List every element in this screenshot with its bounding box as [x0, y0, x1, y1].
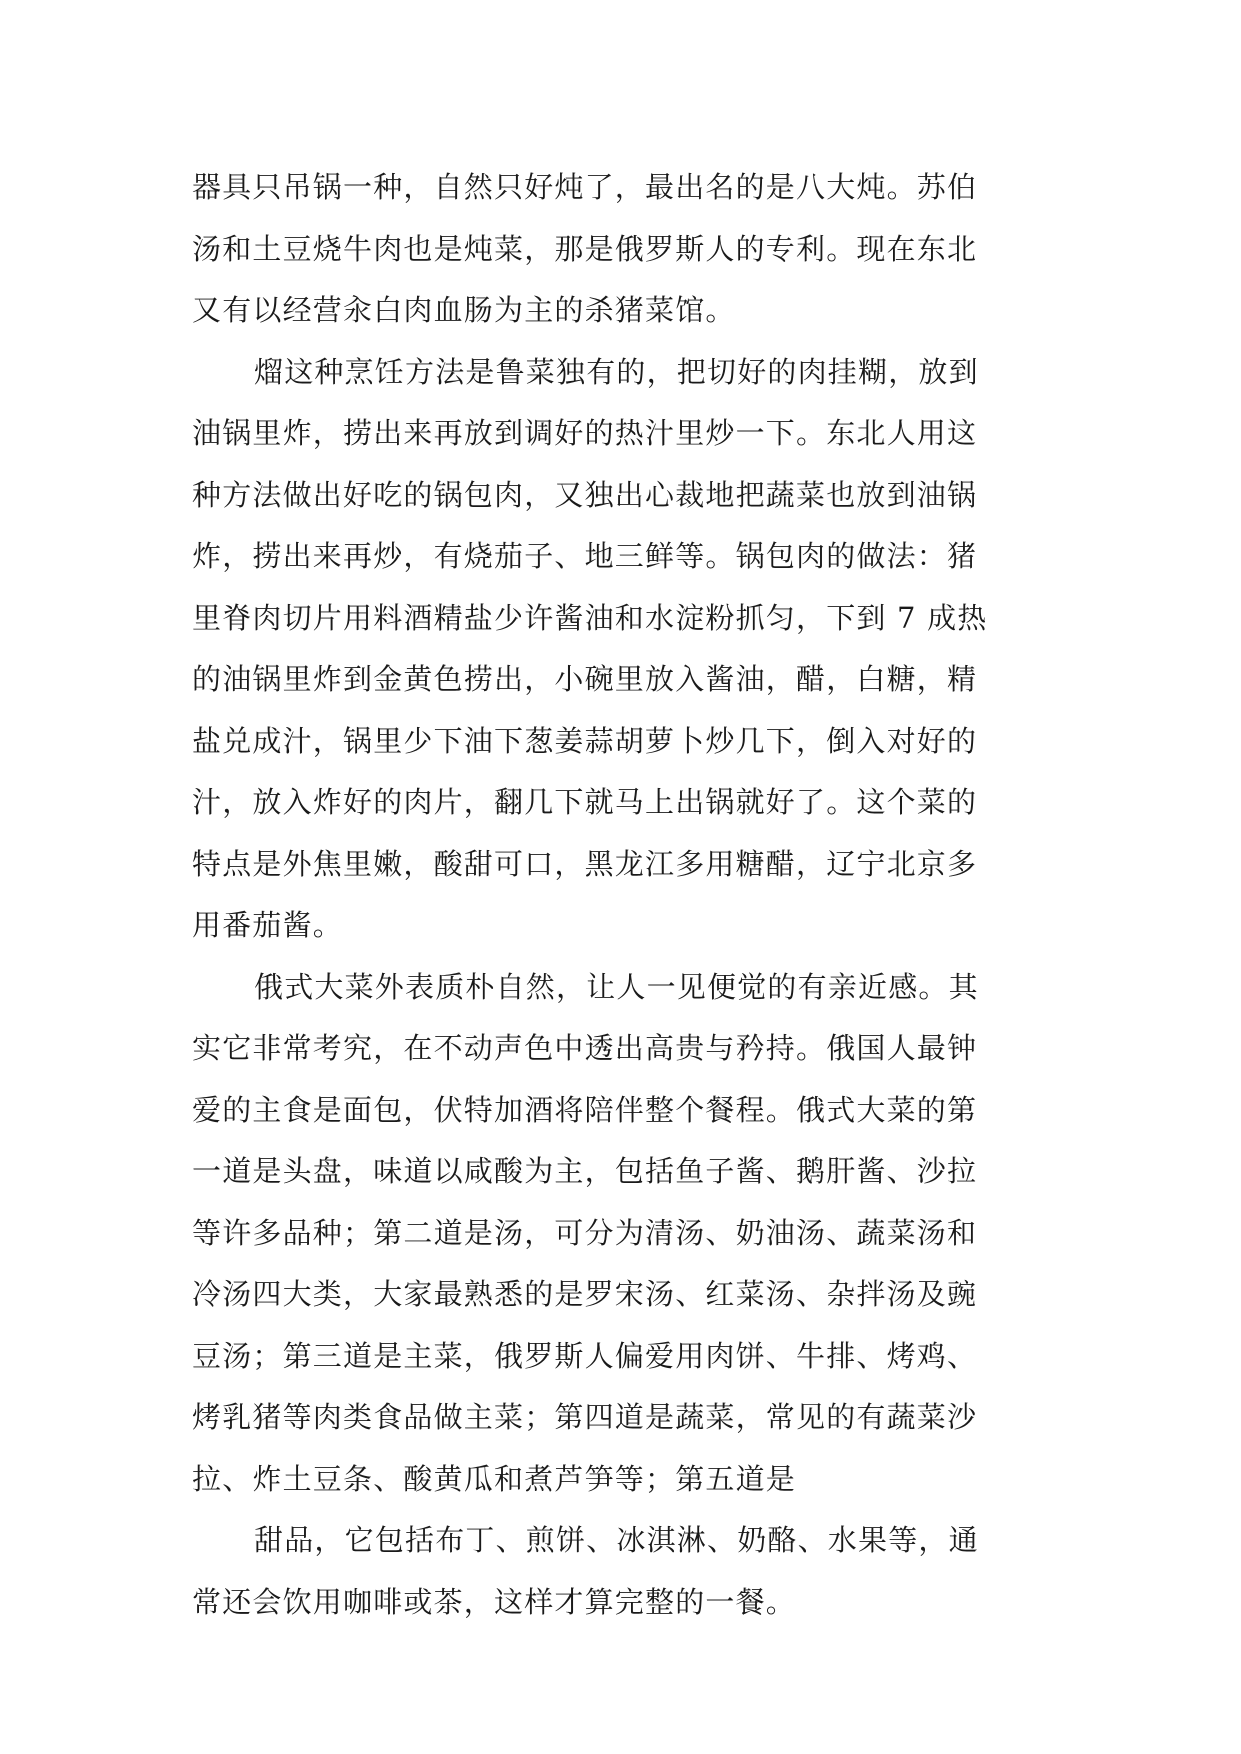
text-line: 的油锅里炸到金黄色捞出，小碗里放入酱油，醋，白糖，精	[192, 662, 978, 696]
text-line: 用番茄酱。	[192, 908, 344, 942]
text-line: 器具只吊锅一种，自然只好炖了，最出名的是八大炖。苏伯	[192, 170, 978, 204]
paragraph-first-line: 甜品，它包括布丁、煎饼、冰淇淋、奶酪、水果等，通	[254, 1523, 979, 1557]
text-line: 冷汤四大类，大家最熟悉的是罗宋汤、红菜汤、杂拌汤及豌	[192, 1277, 978, 1311]
text-line: 爱的主食是面包，伏特加酒将陪伴整个餐程。俄式大菜的第	[192, 1092, 978, 1127]
text-line: 盐兑成汁，锅里少下油下葱姜蒜胡萝卜炒几下，倒入对好的	[192, 723, 978, 758]
text-line: 实它非常考究，在不动声色中透出高贵与矜持。俄国人最钟	[192, 1031, 978, 1065]
text-line: 常还会饮用咖啡或茶，这样才算完整的一餐。	[192, 1584, 797, 1619]
text-line: 豆汤；第三道是主菜，俄罗斯人偏爱用肉饼、牛排、烤鸡、	[192, 1338, 978, 1373]
text-line: 等许多品种；第二道是汤，可分为清汤、奶油汤、蔬菜汤和	[192, 1215, 978, 1250]
paragraph-first-line: 熘这种烹饪方法是鲁菜独有的，把切好的肉挂糊，放到	[254, 354, 979, 389]
text-line: 拉、炸土豆条、酸黄瓜和煮芦笋等；第五道是	[192, 1461, 797, 1496]
document-body	[192, 157, 1052, 1633]
paragraph-first-line: 俄式大菜外表质朴自然，让人一见便觉的有亲近感。其	[254, 969, 979, 1004]
text-line: 炸，捞出来再炒，有烧茄子、地三鲜等。锅包肉的做法：猪	[192, 539, 978, 573]
text-line: 特点是外焦里嫩，酸甜可口，黑龙江多用糖醋，辽宁北京多	[192, 846, 978, 881]
text-line: 汤和土豆烧牛肉也是炖菜，那是俄罗斯人的专利。现在东北	[192, 231, 978, 266]
text-line: 烤乳猪等肉类食品做主菜；第四道是蔬菜，常见的有蔬菜沙	[192, 1400, 978, 1434]
text-line: 又有以经营汆白肉血肠为主的杀猪菜馆。	[192, 293, 736, 327]
text-line: 一道是头盘，味道以咸酸为主，包括鱼子酱、鹅肝酱、沙拉	[192, 1154, 978, 1188]
text-line: 汁，放入炸好的肉片，翻几下就马上出锅就好了。这个菜的	[192, 785, 978, 819]
text-line: 里脊肉切片用料酒精盐少许酱油和水淀粉抓匀，下到 7 成热	[192, 600, 988, 635]
text-line: 种方法做出好吃的锅包肉，又独出心裁地把蔬菜也放到油锅	[192, 477, 978, 512]
text-line: 油锅里炸，捞出来再放到调好的热汁里炒一下。东北人用这	[192, 416, 978, 450]
